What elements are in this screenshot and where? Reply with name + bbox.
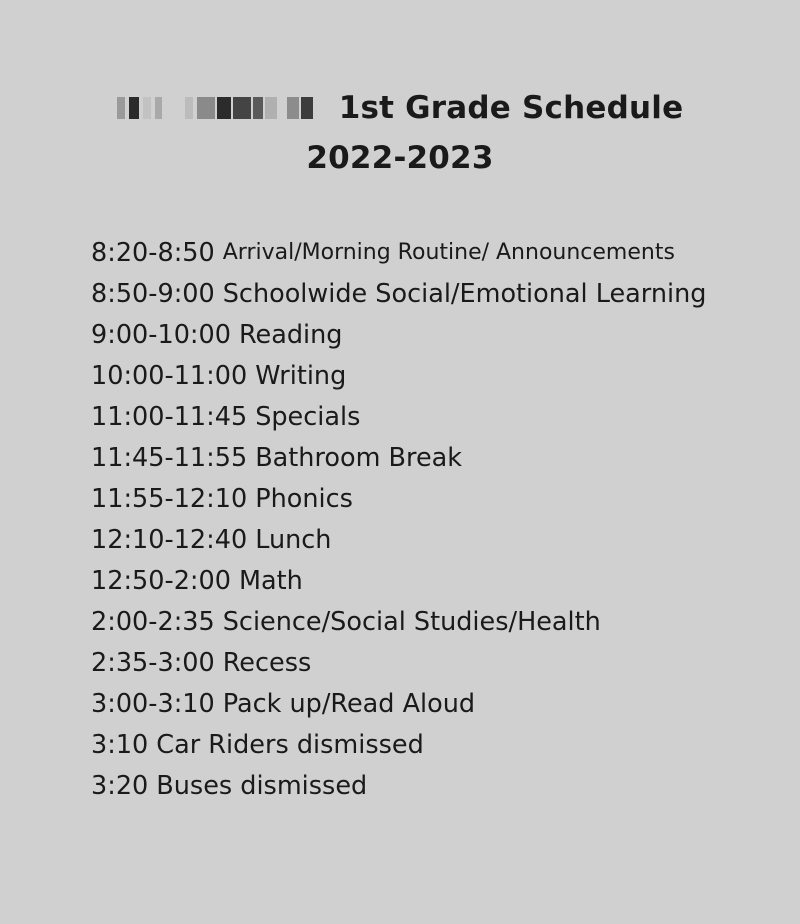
schedule-row [91, 683, 706, 724]
activity: Science/Social Studies/Health [222, 606, 601, 637]
activity: Schoolwide Social/Emotional Learning [222, 278, 707, 309]
activity: Buses dismissed [156, 770, 368, 801]
activity: Specials [255, 401, 361, 432]
activity: Math [238, 565, 303, 596]
activity: Arrival/Morning Routine/ Announcements [222, 240, 675, 265]
title-line [0, 84, 800, 132]
schedule-row [91, 437, 706, 478]
time-range: 8:50-9:00 [91, 278, 215, 309]
time-range: 11:55-12:10 [91, 483, 248, 514]
schedule-row [91, 314, 706, 355]
schedule-row [91, 396, 706, 437]
time-range: 2:35-3:00 [91, 647, 215, 678]
time-range: 8:20-8:50 [91, 237, 215, 268]
schedule-row [91, 273, 706, 314]
schedule-row [91, 601, 706, 642]
activity: Phonics [255, 483, 353, 514]
time-range: 11:45-11:55 [91, 442, 248, 473]
schedule-row [91, 355, 706, 396]
time-range: 3:10 [91, 729, 149, 760]
school-year: 2022-2023 [306, 140, 494, 176]
schedule-row [91, 519, 706, 560]
time-range: 12:50-2:00 [91, 565, 231, 596]
page-title: 1st Grade Schedule [338, 90, 684, 126]
redacted-name [117, 94, 325, 122]
time-range: 9:00-10:00 [91, 319, 231, 350]
activity: Pack up/Read Aloud [222, 688, 476, 719]
schedule-row [91, 765, 706, 806]
activity: Bathroom Break [255, 442, 463, 473]
schedule-row [91, 724, 706, 765]
schedule-row [91, 642, 706, 683]
time-range: 3:00-3:10 [91, 688, 215, 719]
activity: Lunch [255, 524, 332, 555]
activity: Recess [222, 647, 312, 678]
schedule-list [91, 232, 706, 806]
time-range: 10:00-11:00 [91, 360, 248, 391]
time-range: 11:00-11:45 [91, 401, 248, 432]
activity: Reading [238, 319, 343, 350]
schedule-row [91, 560, 706, 601]
schedule-row [91, 478, 706, 519]
time-range: 3:20 [91, 770, 149, 801]
schedule-row [91, 232, 706, 273]
title-block [0, 84, 800, 182]
time-range: 2:00-2:35 [91, 606, 215, 637]
activity: Writing [255, 360, 347, 391]
time-range: 12:10-12:40 [91, 524, 248, 555]
activity: Car Riders dismissed [156, 729, 424, 760]
